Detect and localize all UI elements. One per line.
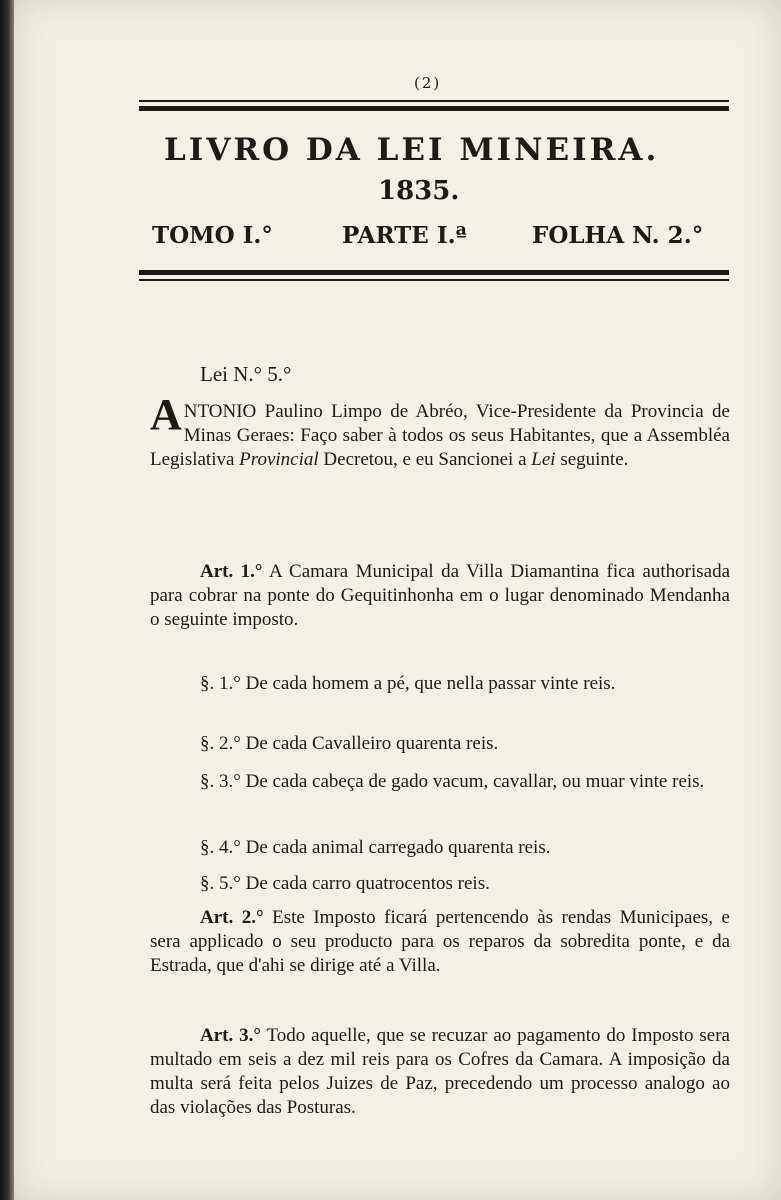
page-number: (2)	[414, 74, 442, 92]
article-1-text: A Camara Municipal da Villa Diamantina fica authorisada para cobrar na ponte do Gequitinhonha em o lugar denominado Mendanha o seguinte imposto.	[150, 561, 730, 630]
article-1-label: Art. 1.°	[200, 561, 263, 582]
preamble-mid: Decretou, e eu Sancionei a	[323, 449, 527, 470]
section-1: §. 1.° De cada homem a pé, que nella passar vinte reis.	[200, 673, 616, 694]
section-2: §. 2.° De cada Cavalleiro quarenta reis.	[200, 733, 499, 754]
preamble-end: seguinte.	[560, 449, 629, 470]
header-rule-bottom-thin	[139, 279, 729, 281]
article-1	[150, 560, 730, 632]
article-3-label: Art. 3.°	[200, 1025, 261, 1046]
section-5: §. 5.° De cada carro quatrocentos reis.	[200, 873, 490, 894]
law-title: Lei N.° 5.°	[200, 362, 292, 386]
article-3-text: Todo aquelle, que se recuzar ao pagamento do Imposto sera multado em seis a dez mil reis para os Cofres da Camara. A imposição da multa será feita pelos Juizes de Paz, precedendo um processo analogo ao das violações das Posturas.	[150, 1025, 730, 1118]
book-year: 1835.	[378, 176, 460, 206]
document-page	[14, 0, 781, 1200]
article-2	[150, 906, 730, 978]
article-2-text: Este Imposto ficará pertencendo às rendas Municipaes, e sera applicado o seu producto para os reparos da sobredita ponte, e da Estrada, que d'ahi se dirige até a Villa.	[150, 907, 730, 976]
tomo-label: TOMO I.°	[152, 222, 273, 249]
section-3: §. 3.° De cada cabeça de gado vacum, cavallar, ou muar vinte reis.	[200, 771, 705, 792]
header-rule-top-thin	[139, 100, 729, 102]
article-2-label: Art. 2.°	[200, 907, 264, 928]
article-3	[150, 1024, 730, 1120]
header-rule-bottom-thick	[139, 270, 729, 275]
preamble-text: NTONIO Paulino Limpo de Abréo, Vice-Presidente da Provincia de Minas Geraes: Faço saber à todos os seus Habitantes, que a Assembléa Legislativa	[150, 401, 730, 470]
preamble-italic: Provincial	[239, 449, 319, 470]
scan-left-edge	[0, 0, 14, 1200]
book-title: LIVRO DA LEI MINEIRA.	[164, 132, 660, 168]
folha-label: FOLHA N. 2.°	[532, 222, 704, 249]
preamble-paragraph	[150, 390, 730, 472]
section-4: §. 4.° De cada animal carregado quarenta reis.	[200, 837, 551, 858]
drop-cap: A	[150, 390, 182, 439]
preamble-italic-lei: Lei	[531, 449, 556, 470]
header-rule-top-thick	[139, 106, 729, 111]
parte-label: PARTE I.ª	[342, 222, 467, 249]
